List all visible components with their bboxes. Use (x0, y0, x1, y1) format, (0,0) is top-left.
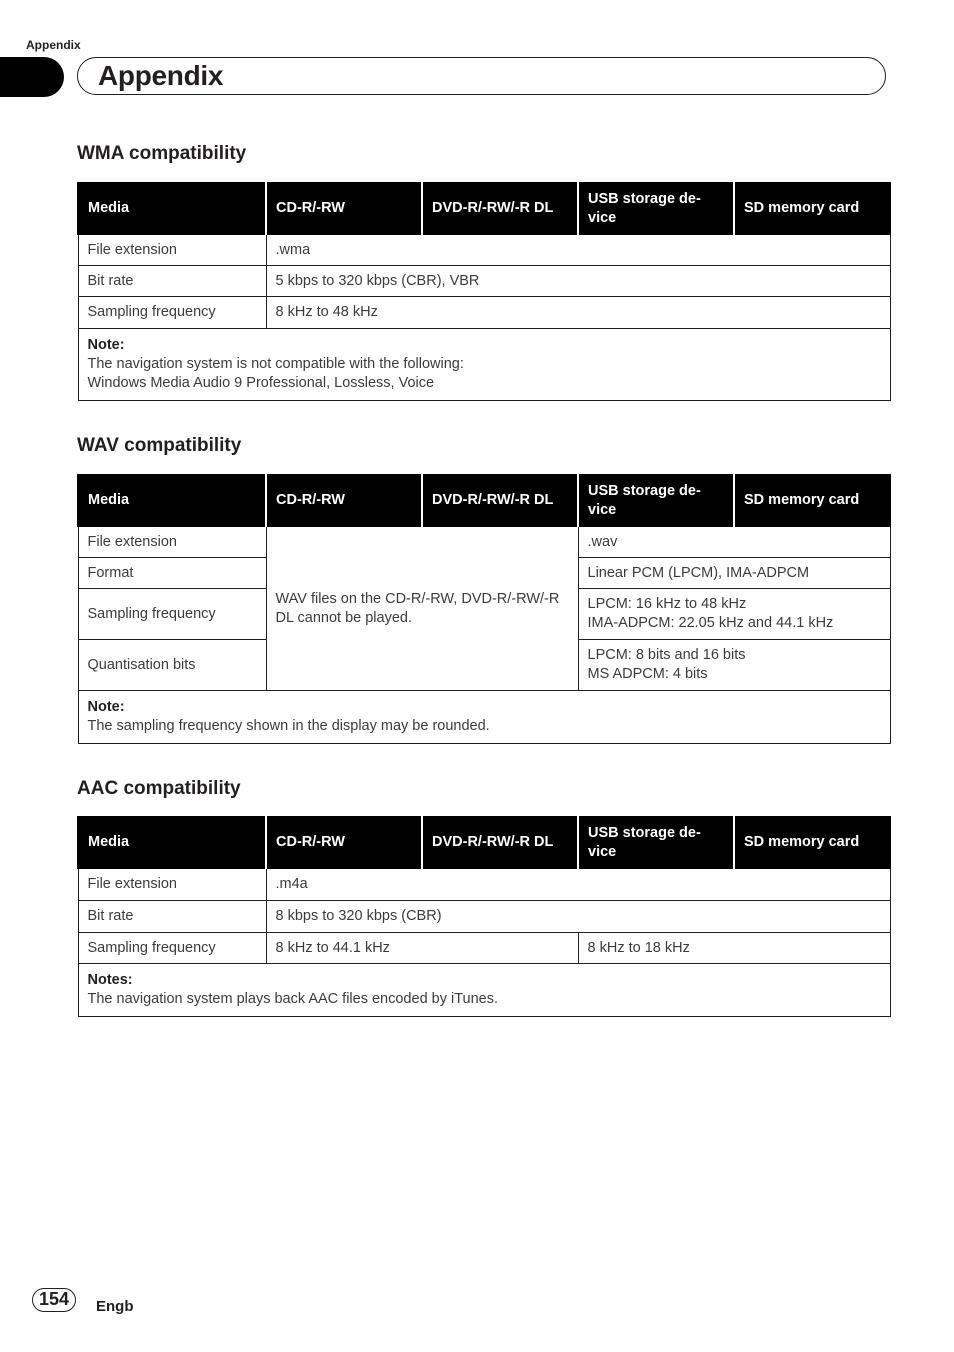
row-label: File extension (78, 235, 266, 266)
table-row (78, 901, 890, 933)
row-label: Sampling frequency (78, 589, 266, 640)
row-value: 8 kbps to 320 kbps (CBR) (266, 901, 890, 933)
note-cell (78, 964, 890, 1017)
row-value (578, 640, 890, 691)
row-value (578, 589, 890, 640)
table-row (78, 235, 890, 266)
disc-sampling-value: 8 kHz to 44.1 kHz (266, 933, 578, 964)
column-header-sd: SD memory card (734, 475, 890, 527)
chapter-tab-marker (0, 57, 64, 97)
note-text: The sampling frequency shown in the display may be rounded. (87, 718, 490, 734)
column-header-media: Media (78, 183, 266, 235)
column-header-dvd: DVD-R/-RW/-R DL (422, 817, 578, 869)
note-row (78, 964, 890, 1017)
table-row (78, 297, 890, 329)
chapter-title: Appendix (98, 60, 224, 91)
column-header-sd: SD memory card (734, 183, 890, 235)
note-cell (78, 329, 890, 401)
table-header-row (78, 183, 890, 235)
chapter-title-bar (77, 57, 886, 95)
column-header-dvd: DVD-R/-RW/-R DL (422, 475, 578, 527)
wav-compatibility-table (77, 474, 891, 744)
column-header-dvd: DVD-R/-RW/-R DL (422, 183, 578, 235)
column-header-usb: USB storage de-vice (578, 817, 734, 869)
table-header-row (78, 817, 890, 869)
note-title: Note: (87, 699, 125, 715)
row-label: Quantisation bits (78, 640, 266, 691)
aac-section-title: AAC compatibility (77, 778, 241, 799)
note-title: Notes: (87, 972, 133, 988)
value-line: IMA-ADPCM: 22.05 kHz and 44.1 kHz (587, 615, 834, 631)
column-header-media: Media (78, 475, 266, 527)
row-value: .m4a (266, 869, 890, 901)
column-header-cd: CD-R/-RW (266, 817, 422, 869)
column-header-usb: USB storage de-vice (578, 183, 734, 235)
language-code: Engb (96, 1298, 134, 1315)
row-label: File extension (78, 527, 266, 558)
column-header-media: Media (78, 817, 266, 869)
column-header-cd: CD-R/-RW (266, 183, 422, 235)
row-value: Linear PCM (LPCM), IMA-ADPCM (578, 558, 890, 589)
row-label: Sampling frequency (78, 933, 266, 964)
note-title: Note: (87, 337, 125, 353)
running-head: Appendix (26, 38, 81, 52)
value-line: MS ADPCM: 4 bits (587, 666, 708, 682)
value-line: LPCM: 16 kHz to 48 kHz (587, 596, 747, 612)
table-row (78, 266, 890, 297)
table-row (78, 527, 890, 558)
row-value: .wav (578, 527, 890, 558)
column-header-usb: USB storage de-vice (578, 475, 734, 527)
column-header-cd: CD-R/-RW (266, 475, 422, 527)
row-value: 5 kbps to 320 kbps (CBR), VBR (266, 266, 890, 297)
row-label: Format (78, 558, 266, 589)
table-row (78, 933, 890, 964)
table-row (78, 869, 890, 901)
aac-compatibility-table (77, 816, 891, 1017)
note-cell (78, 691, 890, 744)
wma-section-title: WMA compatibility (77, 143, 247, 164)
note-text: The navigation system plays back AAC files encoded by iTunes. (87, 991, 499, 1007)
row-value: 8 kHz to 48 kHz (266, 297, 890, 329)
row-label: File extension (78, 869, 266, 901)
page-number: 154 (32, 1288, 76, 1312)
wav-section-title: WAV compatibility (77, 435, 242, 456)
note-row (78, 691, 890, 744)
row-label: Bit rate (78, 901, 266, 933)
note-text: Windows Media Audio 9 Professional, Lossless, Voice (87, 375, 435, 391)
value-line: LPCM: 8 bits and 16 bits (587, 647, 746, 663)
wma-compatibility-table (77, 182, 891, 401)
disc-not-supported-cell: WAV files on the CD-R/-RW, DVD-R/-RW/-R DL cannot be played. (266, 527, 578, 691)
note-text: The navigation system is not compatible with the following: (87, 356, 464, 372)
row-label: Sampling frequency (78, 297, 266, 329)
column-header-sd: SD memory card (734, 817, 890, 869)
row-value: .wma (266, 235, 890, 266)
note-row (78, 329, 890, 401)
row-label: Bit rate (78, 266, 266, 297)
table-header-row (78, 475, 890, 527)
storage-sampling-value: 8 kHz to 18 kHz (578, 933, 890, 964)
